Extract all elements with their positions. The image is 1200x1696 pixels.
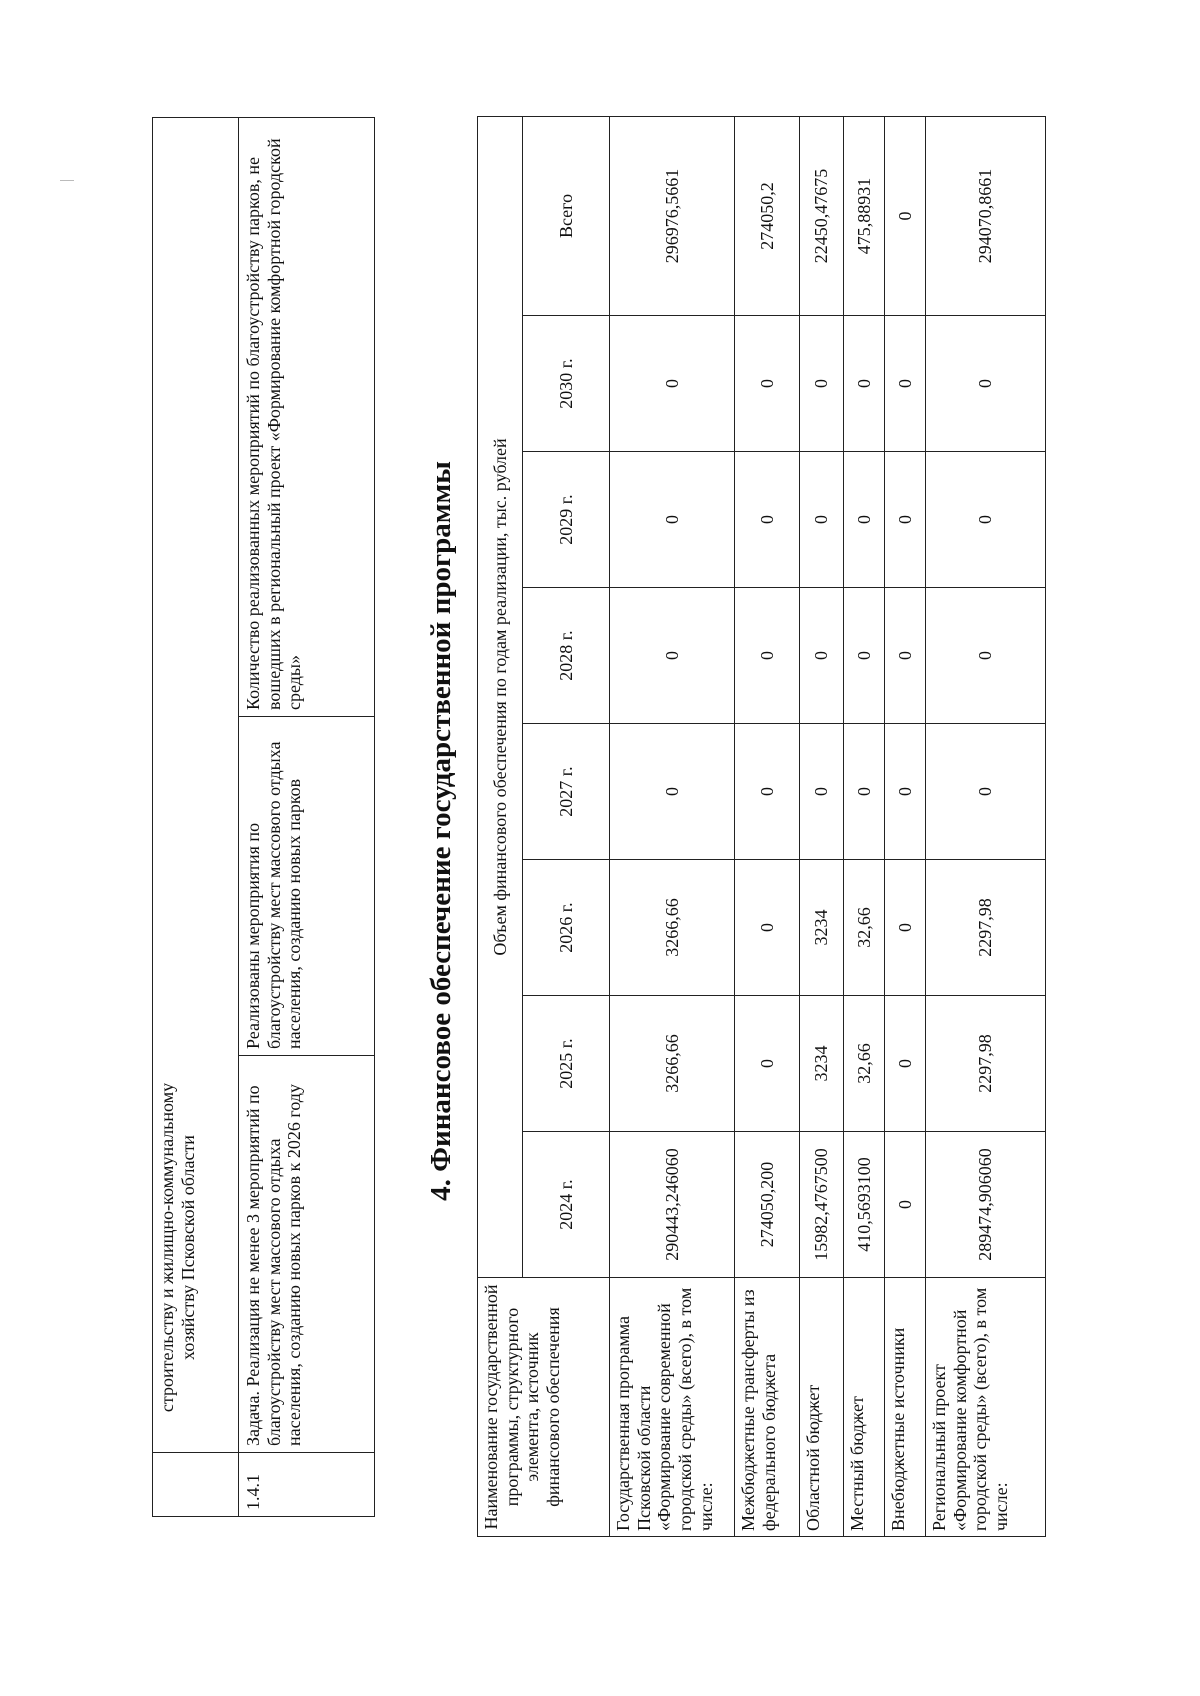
finance-cell: 0 xyxy=(926,724,1046,860)
finance-cell: 289474,906060 xyxy=(926,1132,1046,1278)
finance-cell: 294070,8661 xyxy=(926,116,1046,315)
finance-cell: 0 xyxy=(800,452,844,588)
finance-row-name: Межбюджетные трансферты из федерального бюджета xyxy=(735,1278,800,1537)
finance-header-row-1 xyxy=(478,116,523,1536)
goals-table xyxy=(152,117,375,1517)
finance-cell: 0 xyxy=(885,452,926,588)
finance-cell: 0 xyxy=(926,316,1046,452)
finance-cell: 0 xyxy=(885,860,926,996)
goals-row-number: 1.4.1 xyxy=(239,1453,375,1517)
finance-cell: 0 xyxy=(800,316,844,452)
finance-cell: 2297,98 xyxy=(926,860,1046,996)
finance-cell: 0 xyxy=(844,316,885,452)
finance-cell: 3234 xyxy=(800,996,844,1132)
finance-cell: 0 xyxy=(885,996,926,1132)
finance-row-name: Государственная программа Псковской области «Формирование современной городской среды» (всего), в том числе: xyxy=(610,1278,735,1537)
finance-col-header: 2024 г. xyxy=(523,1132,610,1278)
goals-row-result: Реализованы мероприятия по благоустройству мест массового отдыха населения, созданию новых парков xyxy=(239,717,375,1056)
finance-col-header: Всего xyxy=(523,116,610,315)
goals-responsible-text: строительству и жилищно-коммунальному хозяйству Псковской области xyxy=(157,1082,198,1413)
finance-row xyxy=(844,116,885,1536)
finance-col-header: 2027 г. xyxy=(523,724,610,860)
finance-row-name: Областной бюджет xyxy=(800,1278,844,1537)
finance-cell: 0 xyxy=(844,452,885,588)
finance-cell: 274050,2 xyxy=(735,116,800,315)
finance-cell: 0 xyxy=(735,588,800,724)
finance-cell: 0 xyxy=(610,588,735,724)
finance-cell: 3266,66 xyxy=(610,996,735,1132)
finance-row-name: Местный бюджет xyxy=(844,1278,885,1537)
finance-cell: 32,66 xyxy=(844,996,885,1132)
goals-row-task: Задача. Реализация не менее 3 мероприятий по благоустройству мест массового отдыха населения, созданию новых парков к 2026 году xyxy=(239,1056,375,1453)
finance-cell: 475,88931 xyxy=(844,116,885,315)
finance-cell: 3234 xyxy=(800,860,844,996)
goals-responsible-cell xyxy=(153,118,239,1453)
finance-row xyxy=(735,116,800,1536)
section-title: 4. Финансовое обеспечение государственной программы xyxy=(425,461,457,1201)
finance-cell: 0 xyxy=(735,452,800,588)
finance-row xyxy=(885,116,926,1536)
goals-row-indicator: Количество реализованных мероприятий по благоустройству парков, не вошедших в региональный проект «Формирование комфортной городской среды» xyxy=(239,118,375,717)
finance-cell: 0 xyxy=(610,316,735,452)
finance-col-header: 2030 г. xyxy=(523,316,610,452)
finance-cell: 2297,98 xyxy=(926,996,1046,1132)
goals-table-row xyxy=(239,118,375,1517)
finance-col-header: 2029 г. xyxy=(523,452,610,588)
goals-empty-cell xyxy=(153,1453,239,1517)
finance-cell: 0 xyxy=(926,452,1046,588)
finance-cell: 0 xyxy=(735,724,800,860)
finance-row xyxy=(610,116,735,1536)
finance-row-name: Внебюджетные источники xyxy=(885,1278,926,1537)
finance-table xyxy=(477,116,1046,1537)
finance-cell: 0 xyxy=(735,860,800,996)
finance-cell: 0 xyxy=(800,588,844,724)
finance-cell: 0 xyxy=(735,996,800,1132)
finance-cell: 0 xyxy=(926,588,1046,724)
finance-row xyxy=(926,116,1046,1536)
finance-row-name: Региональный проект «Формирование комфортной городской среды» (всего), в том числе: xyxy=(926,1278,1046,1537)
finance-col-header: 2025 г. xyxy=(523,996,610,1132)
finance-cell: 0 xyxy=(885,588,926,724)
finance-cell: 22450,47675 xyxy=(800,116,844,315)
finance-row xyxy=(800,116,844,1536)
finance-cell: 15982,4767500 xyxy=(800,1132,844,1278)
finance-cell: 290443,246060 xyxy=(610,1132,735,1278)
finance-col-header: 2028 г. xyxy=(523,588,610,724)
finance-cell: 32,66 xyxy=(844,860,885,996)
finance-cell: 0 xyxy=(885,724,926,860)
finance-cell: 3266,66 xyxy=(610,860,735,996)
finance-cell: 0 xyxy=(885,316,926,452)
scan-mark xyxy=(60,180,74,181)
finance-cell: 274050,200 xyxy=(735,1132,800,1278)
finance-cell: 0 xyxy=(844,588,885,724)
finance-cell: 0 xyxy=(735,316,800,452)
finance-cell: 0 xyxy=(885,116,926,315)
finance-cell: 410,5693100 xyxy=(844,1132,885,1278)
finance-cell: 0 xyxy=(610,452,735,588)
finance-cell: 0 xyxy=(610,724,735,860)
finance-name-header: Наименование государственной программы, структурного элемента, источник финансового обеспечения xyxy=(478,1278,610,1537)
goals-table-header-row xyxy=(153,118,239,1517)
finance-volume-header: Объем финансового обеспечения по годам реализации, тыс. рублей xyxy=(478,116,523,1277)
finance-cell: 296976,5661 xyxy=(610,116,735,315)
finance-cell: 0 xyxy=(885,1132,926,1278)
finance-col-header: 2026 г. xyxy=(523,860,610,996)
finance-cell: 0 xyxy=(844,724,885,860)
finance-cell: 0 xyxy=(800,724,844,860)
